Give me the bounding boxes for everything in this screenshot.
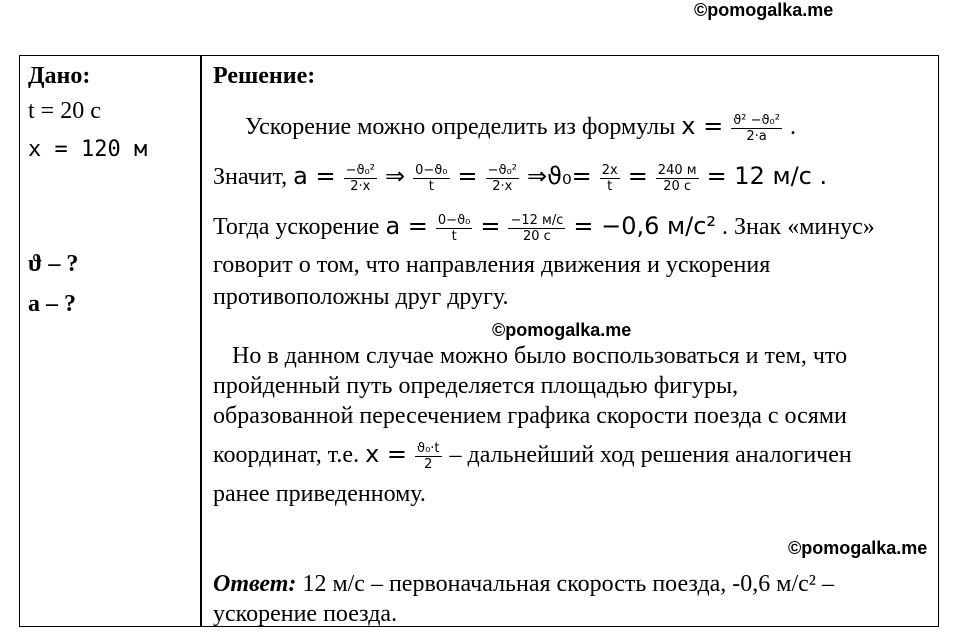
p2-fraction-2 — [413, 163, 449, 194]
p3-f2-num: −12 м/с — [510, 212, 564, 228]
p4-line-1: Но в данном случае можно было воспользоваться и тем, что — [232, 343, 848, 369]
p4-frac-num: ϑ₀·t — [417, 440, 440, 456]
paragraph-3 — [213, 212, 875, 244]
p1-x: x = — [681, 112, 724, 140]
p3-fraction-1 — [436, 213, 472, 244]
paragraph-2 — [213, 162, 827, 194]
p2-f3-den: 2·x — [492, 178, 513, 194]
unknown-velocity: ϑ – ? — [28, 251, 79, 277]
p4-line-4-start: координат, т.е. — [213, 442, 360, 468]
p3-end: . Знак «минус» — [722, 214, 875, 240]
p2-f5-den: 20 с — [663, 178, 692, 194]
p1-fraction-den: 2·a — [746, 128, 767, 144]
p3-result: = −0,6 м/с² — [573, 212, 717, 240]
answer-label: Ответ: — [213, 571, 297, 597]
p3-f1-den: t — [451, 228, 457, 244]
p4-line-5: ранее приведенному. — [213, 481, 426, 507]
p2-start: Значит, — [213, 164, 288, 190]
p2-f4-den: t — [607, 178, 613, 194]
p4-fraction — [415, 441, 442, 472]
given-header: Дано: — [28, 63, 91, 89]
p2-arrow-2: ⇒ϑ₀= — [527, 162, 592, 190]
watermark-top: ©pomogalka.me — [694, 0, 834, 20]
p2-f3-num: −ϑ₀² — [487, 162, 518, 178]
given-distance: x = 120 м — [28, 137, 148, 162]
p4-x: x = — [365, 440, 408, 468]
p2-fraction-4 — [600, 163, 620, 194]
p3-eq-1: = — [480, 212, 501, 240]
p2-f1-num: −ϑ₀² — [345, 162, 375, 178]
p2-f2-den: t — [428, 178, 434, 194]
p2-arrow-1: ⇒ — [384, 162, 406, 190]
p4-frac-den: 2 — [424, 456, 433, 472]
p1-fraction — [731, 113, 782, 144]
p3-fraction-2 — [508, 213, 565, 244]
p2-f5-num: 240 м — [657, 162, 697, 178]
p4-line-4-end: – дальнейший ход решения аналогичен — [449, 442, 852, 468]
watermark-bottom: ©pomogalka.me — [788, 538, 928, 558]
p3-line-2: говорит о том, что направления движения и ускорения — [213, 252, 771, 278]
p3-f1-num: 0−ϑ₀ — [437, 212, 471, 228]
p3-f2-den: 20 с — [522, 228, 551, 244]
given-time: t = 20 с — [28, 98, 101, 124]
watermark-middle: ©pomogalka.me — [492, 320, 632, 340]
p2-fraction-3 — [486, 163, 519, 194]
answer-text: 12 м/с – первоначальная скорость поезда, -0,6 м/с² – — [302, 571, 834, 597]
p2-result: = 12 м/с . — [706, 162, 828, 190]
p2-f4-num: 2x — [601, 162, 618, 178]
unknown-acceleration: a – ? — [28, 291, 76, 317]
p2-f2-num: 0−ϑ₀ — [415, 162, 448, 178]
paragraph-1 — [245, 112, 796, 144]
p1-fraction-num: ϑ² −ϑ₀² — [733, 112, 780, 128]
p2-eq-1: = — [457, 162, 478, 190]
p2-f1-den: 2·x — [350, 178, 371, 194]
solution-header: Решение: — [213, 63, 316, 89]
p4-line-4 — [213, 440, 852, 472]
column-divider — [200, 55, 202, 627]
p1-end: . — [789, 114, 796, 140]
answer-line-1 — [213, 570, 834, 598]
p1-text: Ускорение можно определить из формулы — [245, 114, 676, 140]
p2-fraction-5 — [656, 163, 699, 194]
answer-line-2: ускорение поезда. — [213, 601, 398, 627]
p2-eq-2: = — [627, 162, 648, 190]
p3-start: Тогда ускорение — [213, 214, 380, 240]
p3-line-3: противоположны друг другу. — [213, 284, 509, 310]
p4-line-2: пройденный путь определяется площадью фигуры, — [213, 373, 739, 399]
p4-line-3: образованной пересечением графика скорости поезда с осями — [213, 403, 847, 429]
p3-a: a = — [385, 212, 428, 240]
p2-fraction-1 — [344, 163, 377, 194]
p2-a: a = — [293, 162, 336, 190]
